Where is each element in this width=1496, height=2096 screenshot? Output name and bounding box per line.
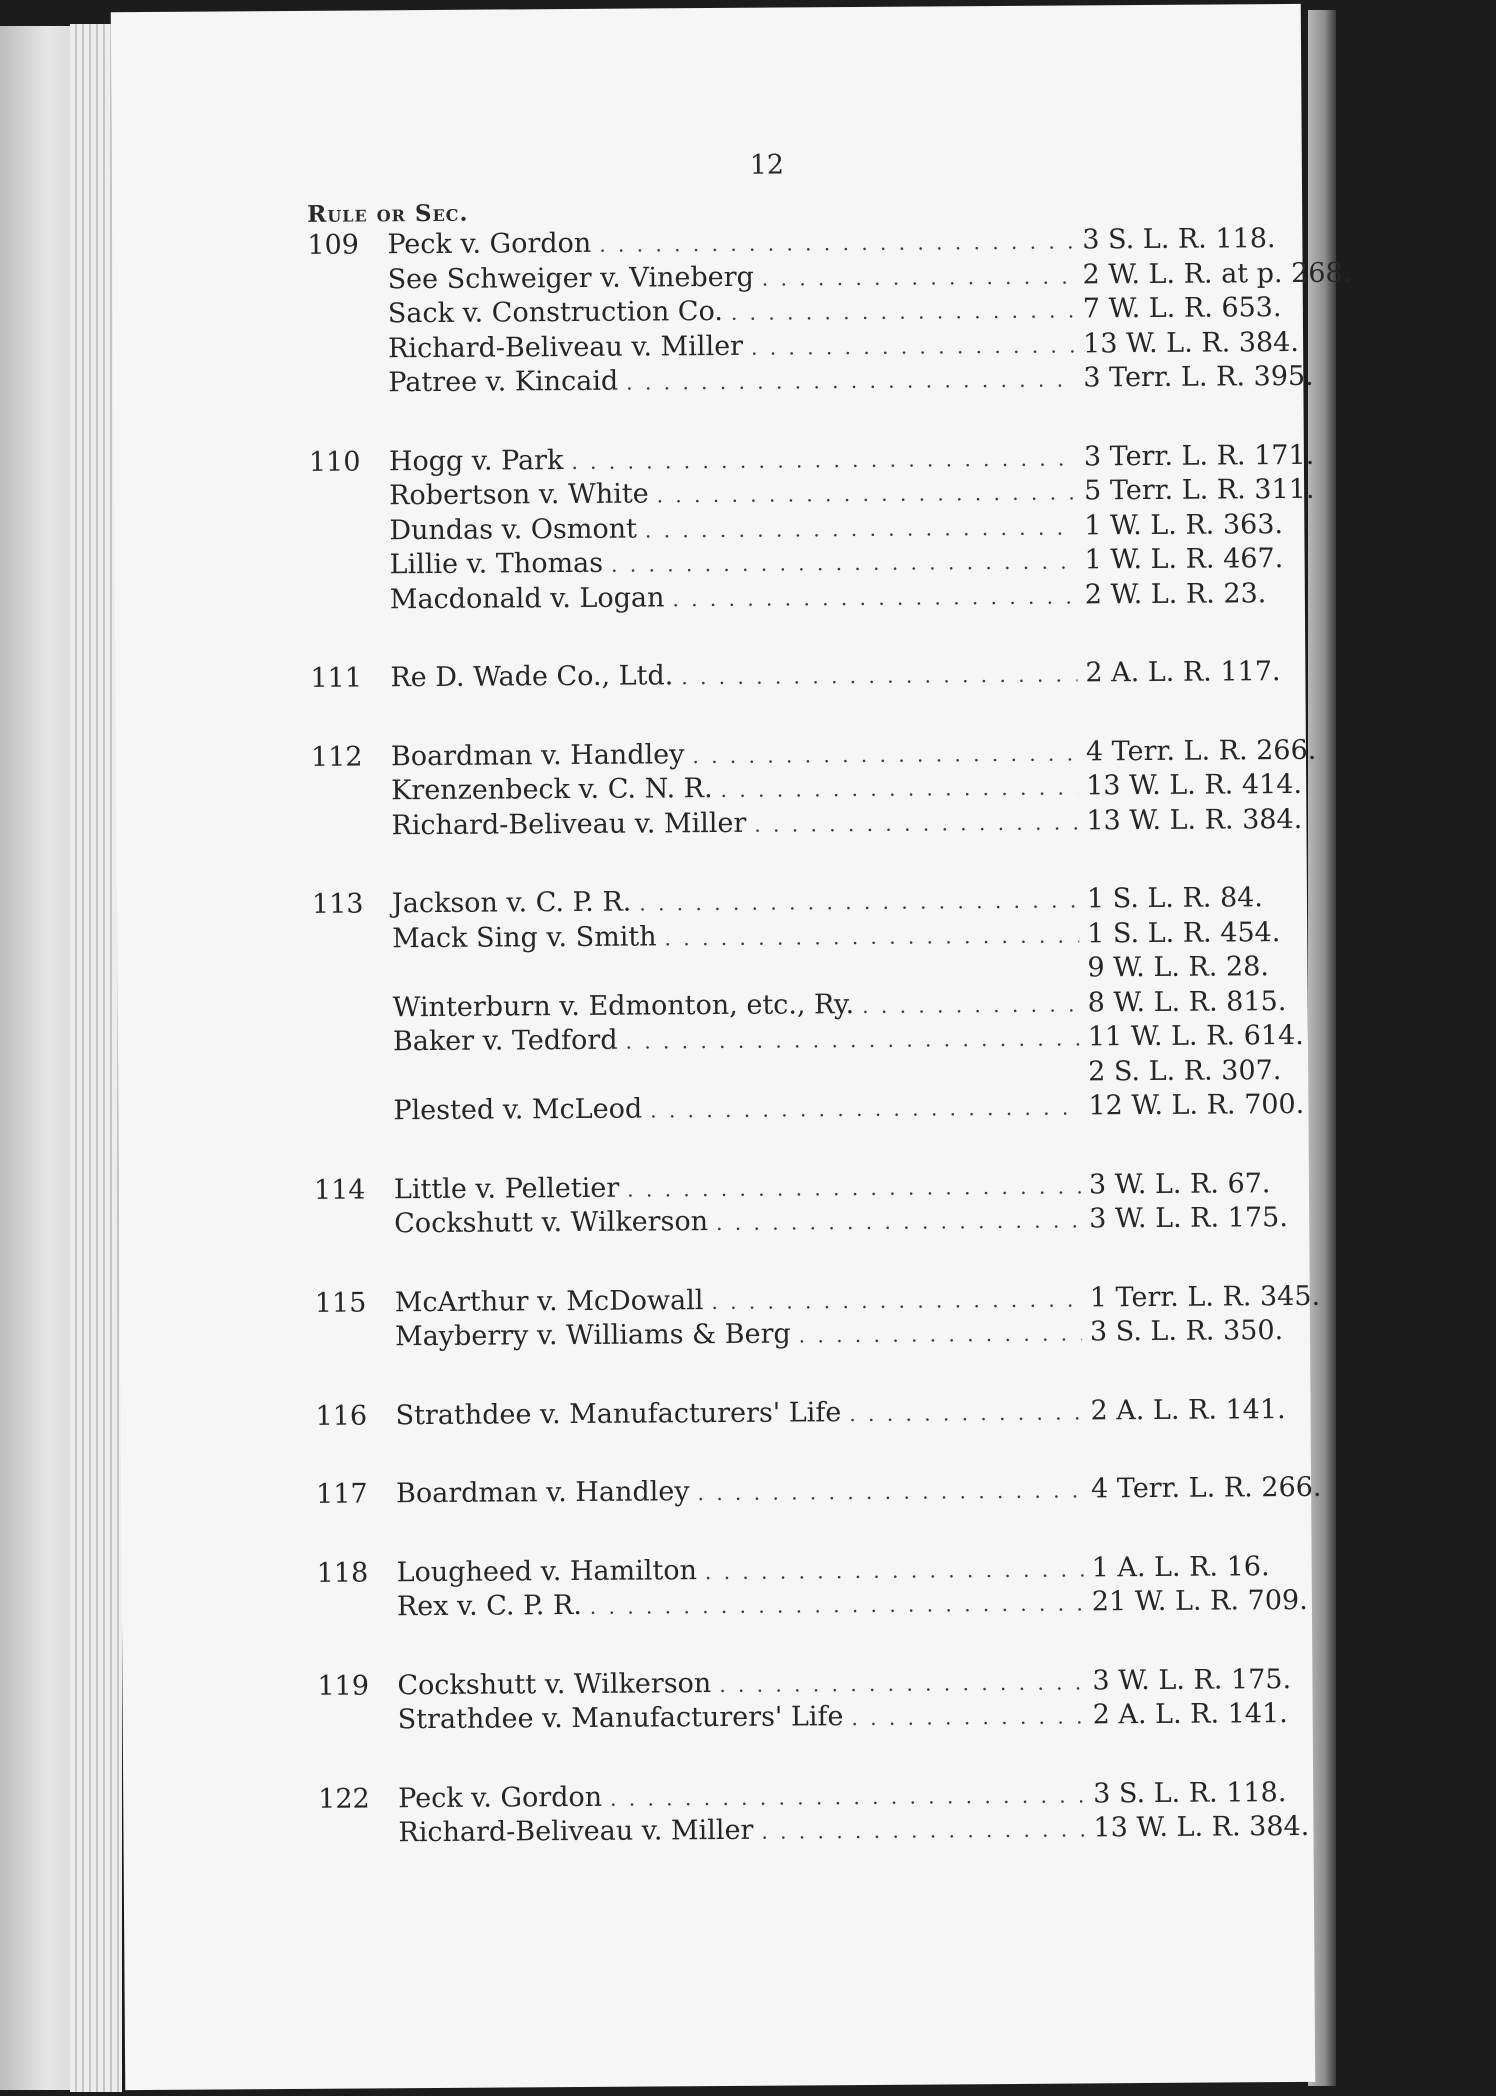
citation-row: [308, 360, 1328, 402]
citation-row: [313, 1088, 1333, 1130]
citation-row: [318, 1697, 1338, 1739]
report-citation: 3 W. L. R. 175.: [1089, 1202, 1288, 1235]
citation-row: [315, 1314, 1335, 1356]
case-name: Mack Sing v. Smith: [392, 920, 657, 954]
report-citation: 13 W. L. R. 384.: [1082, 326, 1300, 359]
report-citation: 7 W. L. R. 653.: [1082, 292, 1282, 325]
case-name: Sack v. Construction Co.: [387, 295, 724, 330]
dot-leader: [639, 883, 1079, 921]
rule-number-spacer: [313, 1119, 393, 1120]
case-name: Boardman v. Handley: [395, 1476, 690, 1510]
case-name: Strathdee v. Manufacturers' Life: [395, 1396, 842, 1431]
dot-leader: [851, 1699, 1084, 1735]
rule-group: [317, 1662, 1337, 1738]
citation-row: [318, 1810, 1338, 1852]
citation-row: [310, 576, 1330, 618]
report-citation: 8 W. L. R. 815.: [1087, 985, 1287, 1018]
dot-leader: [761, 1812, 1085, 1849]
rule-number: 118: [316, 1556, 369, 1589]
report-citation: 13 W. L. R. 384.: [1093, 1810, 1310, 1844]
rule-number-spacer: [308, 288, 388, 289]
case-name: Krenzenbeck v. C. N. R.: [391, 773, 713, 807]
rule-number-spacer: [308, 322, 388, 323]
rule-group: [307, 222, 1352, 402]
report-citation: 1 W. L. R. 467.: [1084, 543, 1284, 576]
report-citation: 21 W. L. R. 709.: [1091, 1584, 1308, 1618]
citation-row: [314, 1201, 1334, 1243]
citation-row: [315, 1392, 1335, 1434]
report-citation: 3 S. L. R. 350.: [1089, 1315, 1284, 1348]
rule-number: 111: [310, 662, 363, 694]
dot-leader: [571, 441, 1076, 479]
case-name: Richard-Beliveau v. Miller: [391, 807, 747, 841]
dot-leader: [650, 1090, 1080, 1128]
page-number: 12: [749, 149, 785, 181]
rule-number-spacer: [310, 573, 390, 574]
case-name: Plested v. McLeod: [393, 1093, 643, 1127]
case-name: Cockshutt v. Wilkerson: [397, 1667, 712, 1701]
case-name: Rex v. C. P. R.: [396, 1589, 582, 1623]
report-citation: 13 W. L. R. 414.: [1086, 768, 1303, 802]
case-name: Peck v. Gordon: [387, 227, 592, 261]
citation-row: [310, 655, 1330, 697]
dot-leader: [665, 918, 1080, 955]
dot-leader: [751, 328, 1075, 365]
dot-leader: [719, 1665, 1084, 1702]
report-citation: 1 Terr. L. R. 345.: [1089, 1280, 1321, 1313]
citation-row: [316, 1471, 1336, 1513]
rule-number: 119: [317, 1669, 370, 1702]
dot-leader: [626, 362, 1075, 400]
rule-number: 114: [313, 1173, 366, 1206]
rule-number-spacer: [311, 834, 391, 835]
report-citation: 3 Terr. L. R. 395.: [1083, 360, 1314, 394]
dot-leader: [849, 1395, 1082, 1431]
rule-number-spacer: [311, 799, 391, 800]
dot-leader: [599, 224, 1074, 262]
citation-row: [317, 1584, 1337, 1626]
rule-number-spacer: [315, 1345, 395, 1346]
case-name: Boardman v. Handley: [390, 738, 685, 772]
dot-leader: [731, 293, 1075, 330]
case-name: Macdonald v. Logan: [389, 581, 665, 615]
report-citation: 1 A. L. R. 16.: [1091, 1550, 1270, 1583]
rule-number: 115: [314, 1286, 367, 1319]
report-citation: 4 Terr. L. R. 266.: [1090, 1471, 1322, 1505]
column-header: Rule or Sec.: [307, 199, 469, 228]
case-name: Cockshutt v. Wilkerson: [394, 1206, 709, 1240]
rule-group: [312, 881, 1334, 1130]
dot-leader: [657, 475, 1077, 512]
rule-group: [315, 1392, 1335, 1434]
dot-leader: [754, 805, 1078, 842]
dot-leader: [681, 657, 1077, 694]
case-name: Richard-Beliveau v. Miller: [387, 330, 744, 364]
case-name: Robertson v. White: [389, 478, 649, 512]
rule-number-spacer: [309, 504, 389, 505]
report-citation: 11 W. L. R. 614.: [1087, 1019, 1304, 1053]
rule-group: [315, 1279, 1335, 1355]
report-citation: 4 Terr. L. R. 266.: [1085, 734, 1317, 767]
case-name: Strathdee v. Manufacturers' Life: [397, 1701, 844, 1736]
report-citation: 2 A. L. R. 117.: [1085, 656, 1281, 689]
report-citation: 12 W. L. R. 700.: [1088, 1088, 1305, 1122]
report-citation: 5 Terr. L. R. 311.: [1084, 473, 1315, 507]
case-name: Little v. Pelletier: [393, 1172, 620, 1205]
rule-number-spacer: [319, 1841, 399, 1842]
case-name: Peck v. Gordon: [398, 1781, 603, 1814]
case-name: Mayberry v. Williams & Berg: [394, 1318, 791, 1353]
rule-number: 122: [318, 1782, 370, 1815]
rule-number-spacer: [318, 1728, 398, 1729]
rule-number: 116: [315, 1399, 368, 1432]
report-citation: 9 W. L. R. 28.: [1087, 951, 1270, 984]
rule-number: 109: [307, 229, 360, 261]
report-citation: 3 S. L. R. 118.: [1082, 223, 1276, 256]
dot-leader: [762, 259, 1075, 296]
report-citation: 3 W. L. R. 67.: [1088, 1167, 1271, 1200]
case-name: Hogg v. Park: [388, 444, 564, 477]
dot-leader: [711, 1282, 1082, 1319]
rule-group: [314, 1166, 1334, 1242]
dot-leader: [625, 1021, 1080, 1059]
rule-number-spacer: [308, 391, 388, 392]
case-name: Jackson v. C. P. R.: [391, 886, 632, 920]
dot-leader: [611, 544, 1077, 582]
rule-number-spacer: [314, 1232, 394, 1233]
rule-number-spacer: [313, 1050, 393, 1051]
rule-number: 113: [311, 888, 364, 920]
dot-leader: [401, 976, 1080, 981]
rule-group: [311, 733, 1332, 844]
rule-number-spacer: [310, 608, 390, 609]
rule-number-spacer: [309, 539, 389, 540]
case-name: Dundas v. Osmont: [389, 513, 638, 546]
case-name: See Schweiger v. Vineberg: [387, 261, 754, 295]
rule-number-spacer: [308, 357, 388, 358]
case-name: Richard-Beliveau v. Miller: [398, 1814, 754, 1849]
dot-leader: [645, 510, 1077, 548]
dot-leader: [627, 1169, 1081, 1207]
report-citation: 1 W. L. R. 363.: [1084, 508, 1284, 541]
report-citation: 2 S. L. R. 307.: [1088, 1054, 1282, 1087]
citation-table: [307, 222, 1352, 1896]
dot-leader: [862, 987, 1080, 1023]
dot-leader: [610, 1778, 1085, 1816]
rule-number: 112: [310, 740, 363, 773]
dot-leader: [697, 1473, 1083, 1510]
dot-leader: [401, 1080, 1080, 1085]
rule-group: [317, 1549, 1337, 1625]
dot-leader: [705, 1552, 1084, 1589]
book-page: [111, 4, 1352, 2090]
case-name: Winterburn v. Edmonton, etc., Ry.: [392, 988, 855, 1023]
rule-number-spacer: [313, 1016, 393, 1017]
case-name: McArthur v. McDowall: [394, 1284, 704, 1318]
dot-leader: [672, 579, 1077, 616]
report-citation: 2 W. L. R. at p. 268.: [1082, 257, 1352, 290]
report-citation: 2 W. L. R. 23.: [1084, 577, 1267, 610]
rule-group: [318, 1775, 1338, 1851]
dot-leader: [590, 1586, 1084, 1624]
rule-group: [316, 1471, 1336, 1513]
case-name: Baker v. Tedford: [392, 1024, 618, 1058]
report-citation: 3 W. L. R. 175.: [1092, 1663, 1292, 1696]
rule-number: 117: [315, 1478, 368, 1510]
rule-number-spacer: [317, 1615, 397, 1616]
rule-number-spacer: [313, 981, 393, 982]
case-name: Re D. Wade Co., Ltd.: [390, 660, 674, 694]
report-citation: 3 Terr. L. R. 171.: [1083, 439, 1315, 472]
rule-group: [310, 655, 1330, 697]
report-citation: 1 S. L. R. 454.: [1087, 916, 1281, 949]
rule-number-spacer: [313, 1085, 393, 1086]
rule-number: 110: [308, 445, 361, 478]
dot-leader: [799, 1316, 1083, 1352]
report-citation: 13 W. L. R. 384.: [1086, 803, 1303, 836]
rule-group: [309, 438, 1330, 618]
report-citation: 1 S. L. R. 84.: [1086, 882, 1264, 915]
case-name: Patree v. Kincaid: [388, 365, 619, 399]
dot-leader: [692, 736, 1078, 773]
dot-leader: [716, 1203, 1081, 1240]
dot-leader: [721, 770, 1079, 807]
report-citation: 3 S. L. R. 118.: [1093, 1776, 1287, 1809]
case-name: Lillie v. Thomas: [389, 547, 604, 581]
rule-number-spacer: [312, 947, 392, 948]
case-name: Lougheed v. Hamilton: [396, 1554, 698, 1588]
report-citation: 2 A. L. R. 141.: [1090, 1393, 1286, 1426]
citation-row: [311, 802, 1331, 844]
report-citation: 2 A. L. R. 141.: [1092, 1698, 1288, 1731]
